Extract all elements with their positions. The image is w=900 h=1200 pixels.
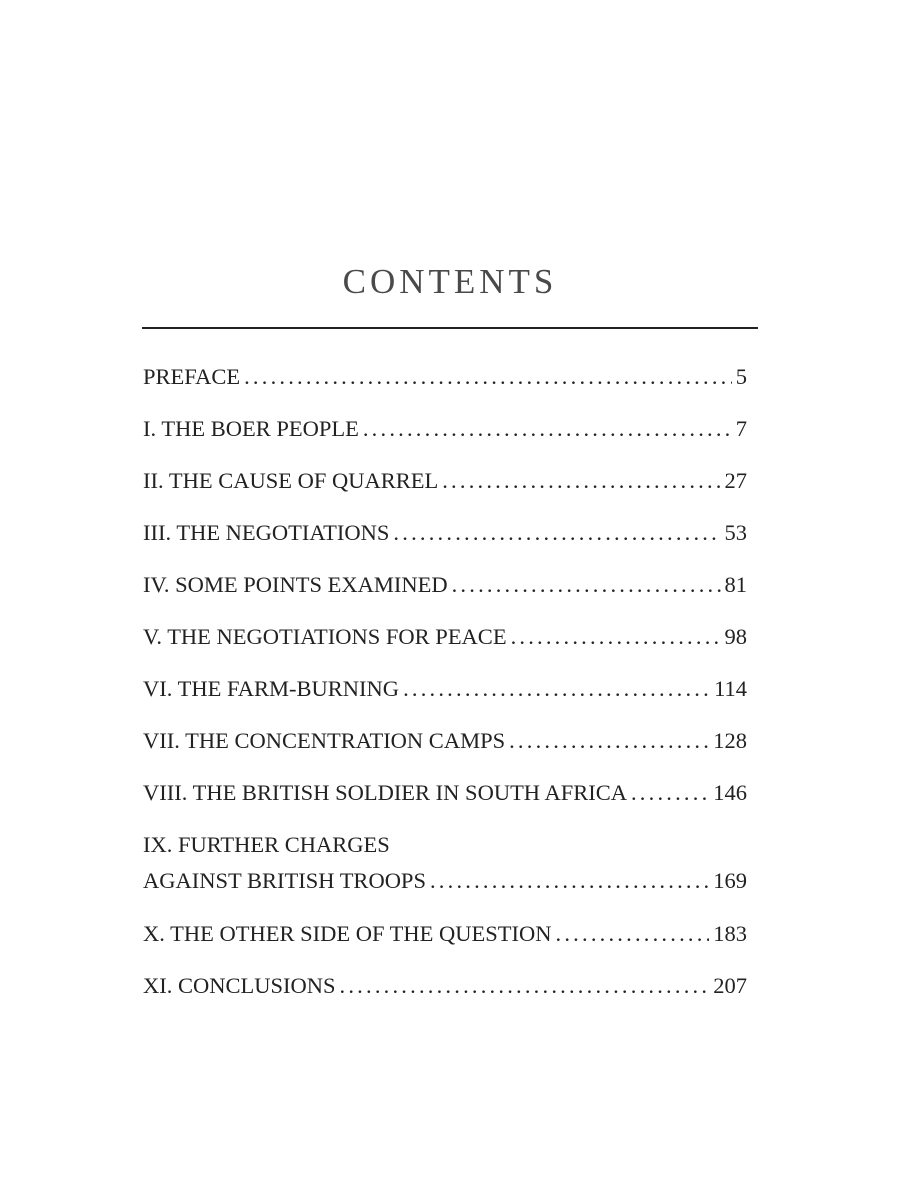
toc-entry-label: II. THE CAUSE OF QUARREL — [143, 468, 439, 493]
dot-leader — [363, 414, 732, 444]
toc-entry-label: I. THE BOER PEOPLE — [143, 416, 359, 441]
dot-leader — [631, 778, 709, 808]
dot-leader — [244, 362, 732, 392]
dot-leader — [509, 726, 709, 756]
toc-entry-label: III. THE NEGOTIATIONS — [143, 520, 390, 545]
dot-leader — [403, 674, 710, 704]
toc-entry-label: PREFACE — [143, 364, 241, 389]
dot-leader — [556, 919, 710, 949]
toc-page-number: 5 — [735, 364, 747, 389]
toc-page-number: 7 — [735, 416, 747, 441]
toc-entry-chapter-5[interactable] — [143, 622, 747, 674]
toc-entry-chapter-7[interactable] — [143, 726, 747, 778]
toc-entry-chapter-11[interactable] — [143, 971, 747, 1023]
toc-page-number: 53 — [724, 520, 747, 545]
toc-page-number: 98 — [724, 624, 747, 649]
toc-entry-chapter-3[interactable] — [143, 518, 747, 570]
dot-leader — [442, 466, 720, 496]
toc-page-number: 114 — [714, 676, 747, 701]
toc-entry-label: VII. THE CONCENTRATION CAMPS — [143, 728, 506, 753]
toc-entry-label: AGAINST BRITISH TROOPS — [143, 868, 426, 893]
toc-page-number: 128 — [713, 728, 747, 753]
dot-leader — [452, 570, 721, 600]
toc-page-number: 169 — [713, 868, 747, 893]
heading-rule — [142, 327, 758, 329]
toc-entry-label: XI. CONCLUSIONS — [143, 973, 336, 998]
toc-entry-chapter-8[interactable] — [143, 778, 747, 830]
toc-entry-chapter-1[interactable] — [143, 414, 747, 466]
toc-entry-label: VIII. THE BRITISH SOLDIER IN SOUTH AFRICA — [143, 780, 627, 805]
dot-leader — [393, 518, 720, 548]
toc-entry-label: V. THE NEGOTIATIONS FOR PEACE — [143, 624, 507, 649]
table-of-contents — [143, 362, 747, 1023]
dot-leader — [430, 866, 709, 896]
toc-entry-chapter-9[interactable] — [143, 830, 747, 919]
toc-entry-chapter-10[interactable] — [143, 919, 747, 971]
toc-entry-preface[interactable] — [143, 362, 747, 414]
toc-entry-chapter-6[interactable] — [143, 674, 747, 726]
toc-page-number: 146 — [713, 780, 747, 805]
toc-entry-label: VI. THE FARM-BURNING — [143, 676, 400, 701]
toc-entry-label-line1: IX. FURTHER CHARGES — [143, 832, 390, 857]
dot-leader — [340, 971, 710, 1001]
toc-page-number: 207 — [713, 973, 747, 998]
toc-page-number: 27 — [724, 468, 747, 493]
toc-entry-chapter-2[interactable] — [143, 466, 747, 518]
contents-heading: CONTENTS — [342, 262, 558, 301]
toc-entry-label: IV. SOME POINTS EXAMINED — [143, 572, 448, 597]
toc-page-number: 81 — [724, 572, 747, 597]
toc-page-number: 183 — [713, 921, 747, 946]
toc-entry-label: X. THE OTHER SIDE OF THE QUESTION — [143, 921, 552, 946]
toc-entry-chapter-4[interactable] — [143, 570, 747, 622]
dot-leader — [511, 622, 721, 652]
